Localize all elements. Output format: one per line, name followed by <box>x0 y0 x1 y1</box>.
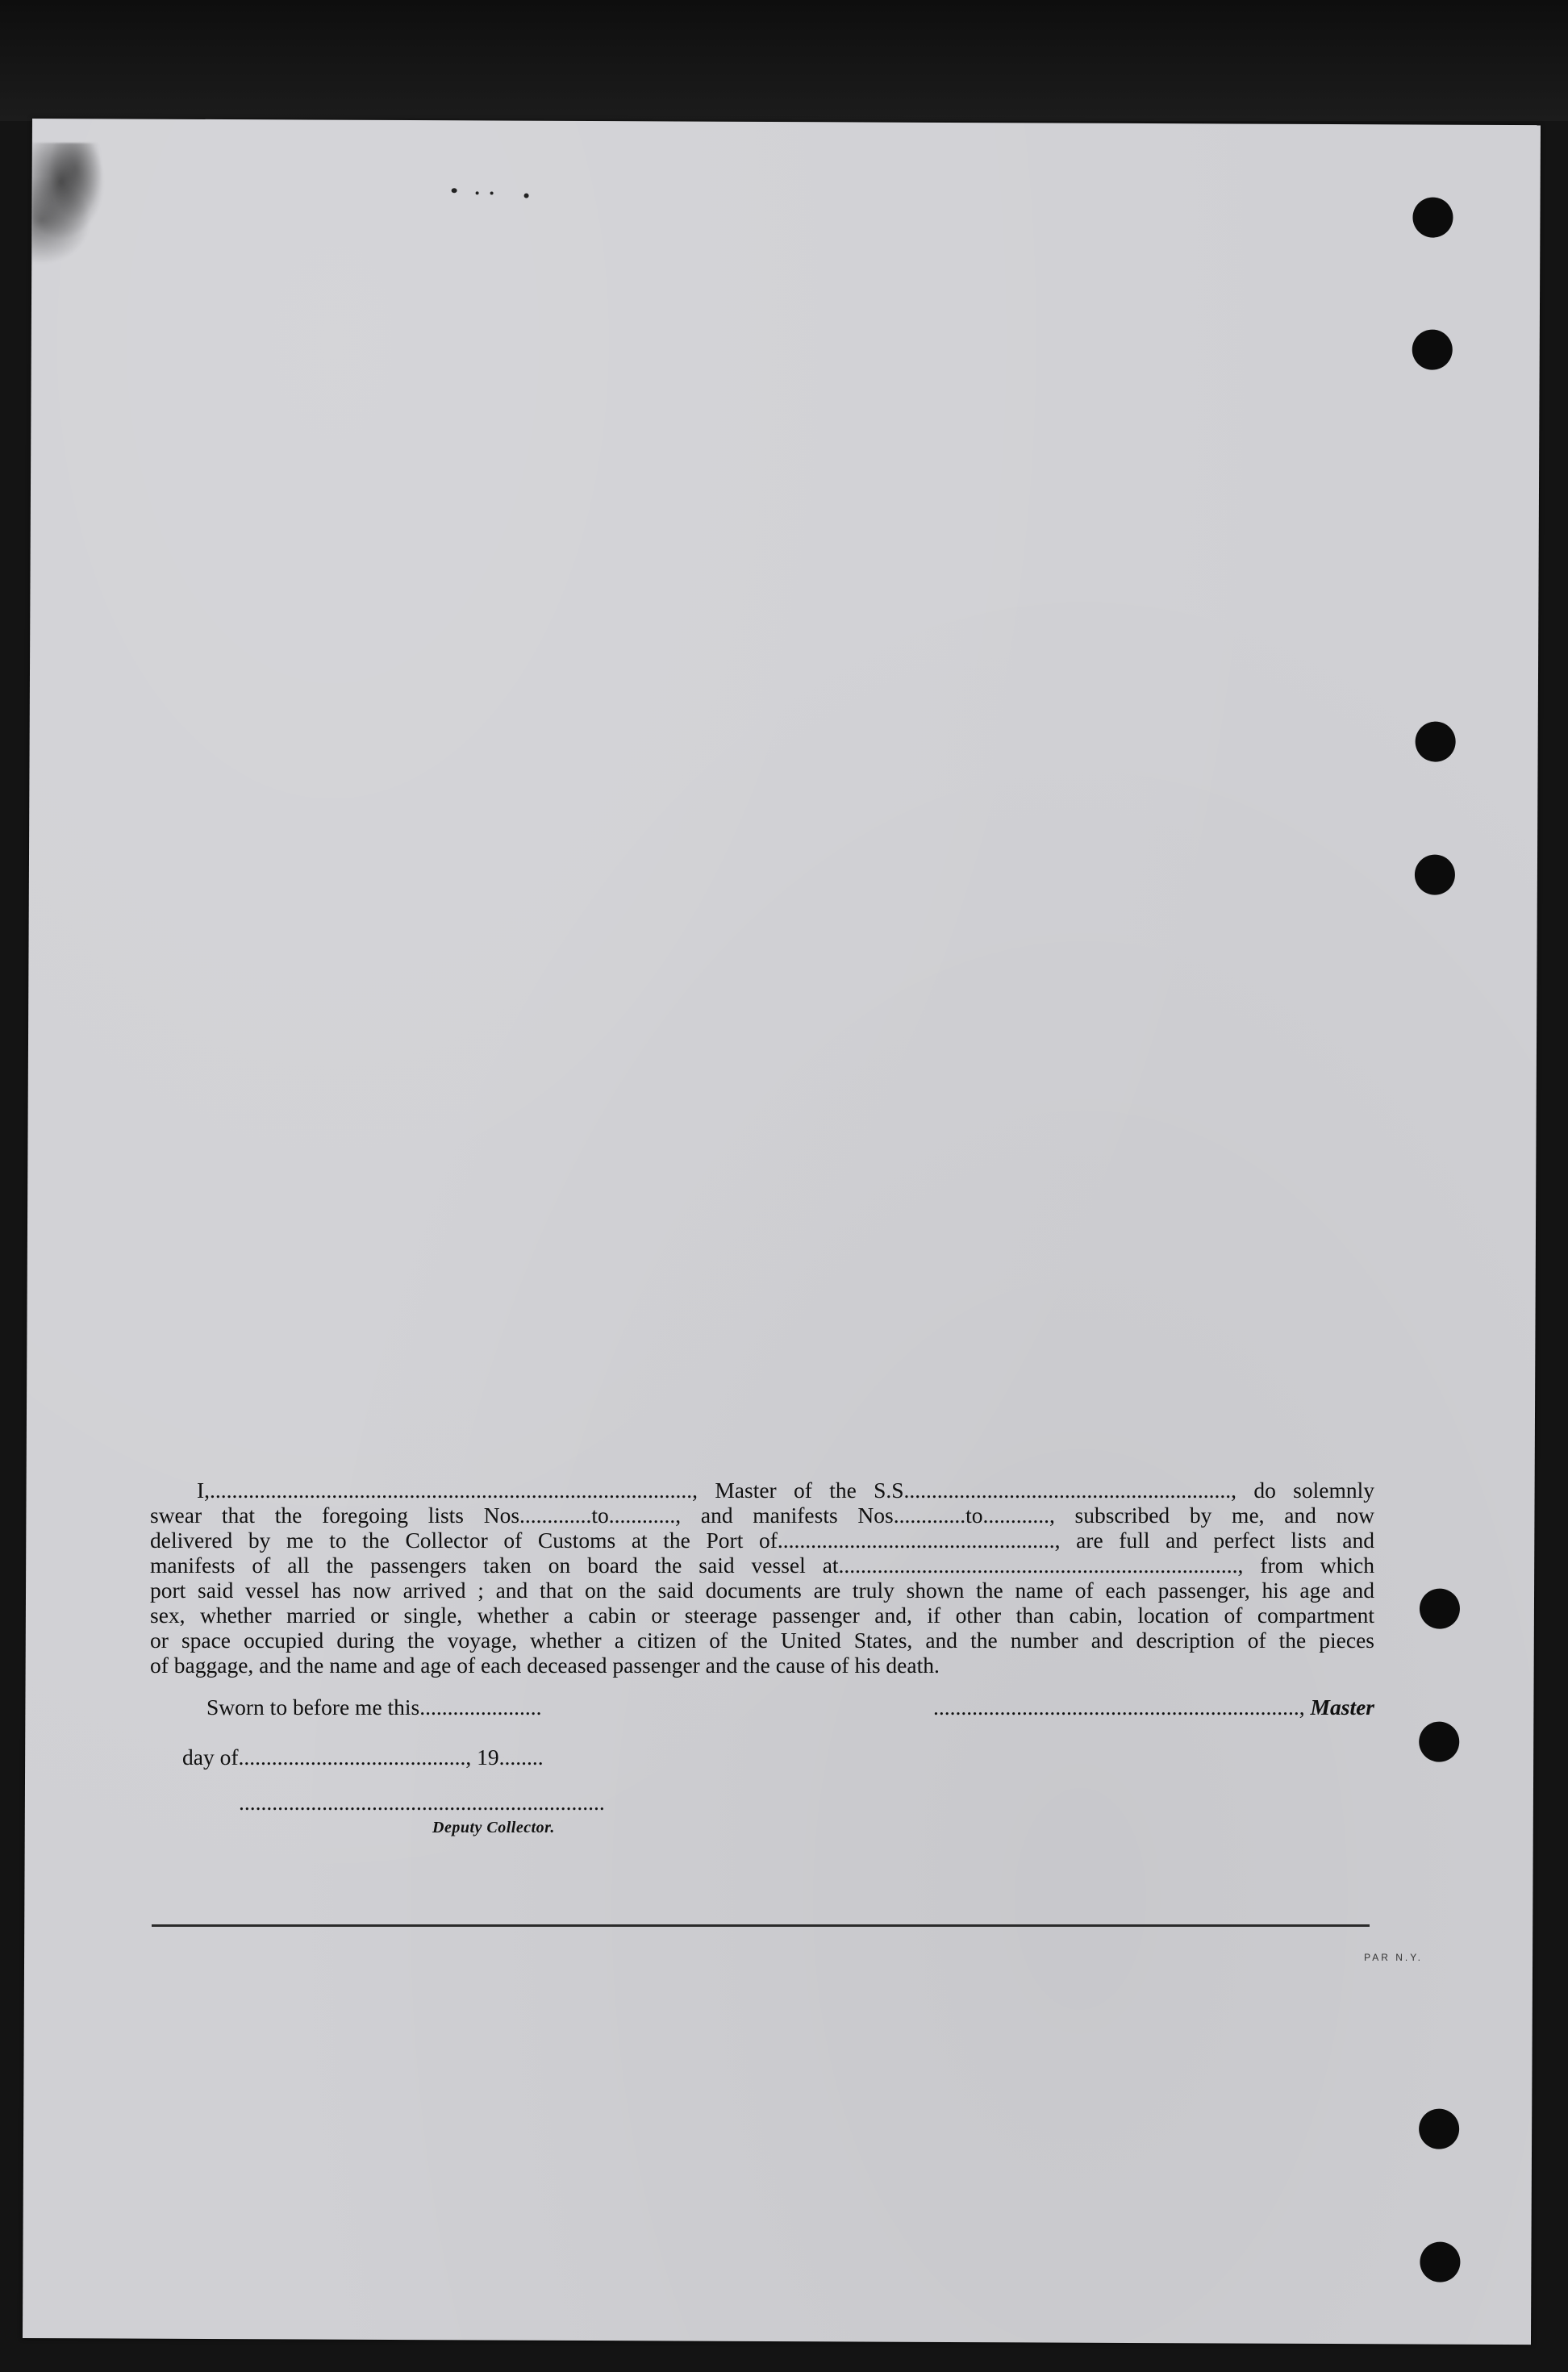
master-oath-paragraph <box>150 1478 1374 1678</box>
punch-hole <box>1412 197 1453 237</box>
speck <box>524 194 529 198</box>
oath-line: swear that the foregoing lists Nos.............to............, and manifests Nos.............to............, subscribed by me, and now <box>150 1503 1374 1528</box>
master-signature-line <box>933 1695 1374 1720</box>
punch-hole <box>1420 1589 1460 1629</box>
ink-smudge <box>31 143 129 273</box>
punch-hole <box>1412 329 1453 369</box>
master-dots: .................................................................., <box>933 1695 1305 1720</box>
oath-line: manifests of all the passengers taken on board the said vessel at........................................................................, from which <box>150 1553 1374 1578</box>
oath-line: delivered by me to the Collector of Customs at the Port of.................................................., are full and perfect lists and <box>150 1528 1374 1553</box>
oath-line: or space occupied during the voyage, whether a citizen of the United States, and the number and description of the pieces <box>150 1628 1374 1653</box>
day-line: day of........................................., 19........ <box>182 1745 544 1770</box>
punch-hole <box>1415 854 1455 894</box>
deputy-collector-label: Deputy Collector. <box>432 1819 555 1836</box>
divider-rule <box>152 1924 1370 1927</box>
punch-hole <box>1419 1722 1459 1762</box>
oath-line: sex, whether married or single, whether a cabin or steerage passenger and, if other than cabin, location of compartment <box>150 1603 1374 1628</box>
speck <box>490 191 494 194</box>
speck <box>452 188 457 193</box>
punch-hole <box>1420 2242 1460 2282</box>
oath-line: port said vessel has now arrived ; and that on the said documents are truly shown the name of each passenger, his age and <box>150 1578 1374 1603</box>
master-label: Master <box>1310 1695 1374 1720</box>
sworn-line: Sworn to before me this...................... <box>206 1695 542 1720</box>
punch-hole <box>1419 2109 1459 2149</box>
oath-line: I,......................................................................................., Master of the S.S..........................................................., do solemnly <box>197 1478 1374 1503</box>
deputy-collector-dots: .................................................................. <box>239 1790 605 1815</box>
punch-hole <box>1416 721 1456 761</box>
printer-imprint: PAR N.Y. <box>1364 1952 1423 1963</box>
document-page <box>23 119 1541 2345</box>
oath-line: of baggage, and the name and age of each deceased passenger and the cause of his death. <box>150 1653 940 1678</box>
scan-background <box>0 0 1568 121</box>
speck <box>476 191 479 194</box>
